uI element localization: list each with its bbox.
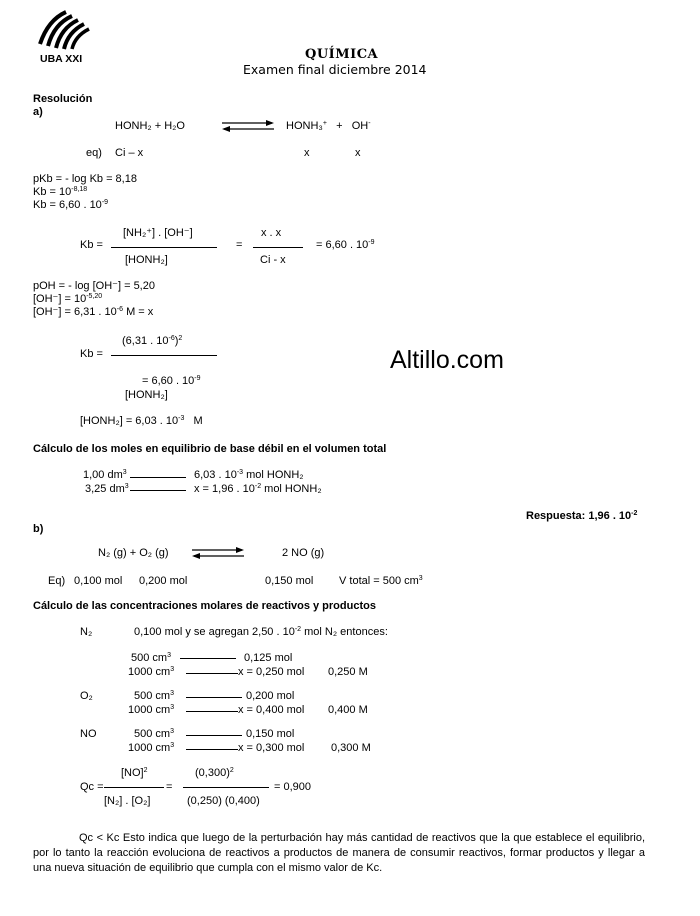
pkb-line2: $Kb = 10^{-8,18}$ (33, 186, 88, 198)
eq-label-a: eq) (86, 147, 102, 159)
watermark: Altillo.com (390, 346, 504, 374)
qc-fraction-bar (104, 787, 164, 788)
uba-logo-icon (38, 10, 90, 50)
n2-r2-conc: 0,250 M (328, 666, 368, 678)
n2-r1-right: 0,125 mol (244, 652, 293, 664)
kb-denominator: [HONH₂] (125, 254, 168, 266)
kb-result: = 6,60 . $10^{-9}$ (316, 239, 375, 251)
kb2-numerator: (6,31 . $10^{-6})^2$ (122, 335, 183, 347)
eq-label-b: Eq) (48, 575, 66, 587)
n2-r1-line (180, 658, 236, 659)
kb-fraction-bar-2 (253, 247, 303, 248)
kb2-label: Kb = (80, 348, 103, 360)
qc-denominator-2: (0,250) (0,400) (187, 795, 260, 807)
eq-left-a: Ci – x (115, 147, 144, 159)
moles-heading: Cálculo de los moles en equilibrio de base débil en el volumen total (33, 443, 387, 455)
qc-label: Qc = (80, 781, 104, 793)
no-r1-right: 0,150 mol (246, 728, 295, 740)
eq-n2-b: 0,100 mol (74, 575, 123, 587)
o2-r1-left: 500 $cm^3$ (134, 690, 174, 702)
qc-equals: = (166, 781, 173, 793)
page-title: QUÍMICA (305, 47, 379, 62)
eq-x1-a: x (304, 147, 310, 159)
logo-text: UBA XXI (40, 53, 83, 65)
kb-numerator: [NH₂⁺] . [OH⁻] (123, 227, 193, 239)
moles-row2-line (130, 490, 186, 491)
moles-row2-right: x = 1,96 . $10^{-2}$ mol HONH₂ (194, 483, 322, 495)
eq-x2-a: x (355, 147, 361, 159)
no-r2-conc: 0,300 M (331, 742, 371, 754)
honh2-result: [HONH₂] = 6,03 . $10^{-3}$ M (80, 415, 203, 427)
o2-r2-right: x = 0,400 mol (238, 704, 305, 716)
part-b-label: b) (33, 523, 44, 535)
reaction-a-left: HONH₂ + H₂O (115, 120, 185, 132)
kb-numerator-2: x . x (261, 227, 282, 239)
o2-label: O₂ (80, 690, 93, 702)
kb-denominator-2: Ci - x (260, 254, 286, 266)
poh-line1: pOH = - log [OH⁻] = 5,20 (33, 280, 155, 292)
part-a-label: a) (33, 106, 43, 118)
kb2-denominator: [HONH₂] (125, 389, 168, 401)
poh-line3: [OH⁻] = 6,31 . $10^{-6}$ M = x (33, 306, 154, 318)
o2-r2-line (186, 711, 238, 712)
no-r2-line (186, 749, 238, 750)
n2-label: N₂ (80, 626, 93, 638)
qc-denominator: [N₂] . [O₂] (104, 795, 151, 807)
eq-vol-b: V total = 500 $cm^3$ (339, 575, 423, 587)
n2-r2-right: x = 0,250 mol (238, 666, 305, 678)
n2-r1-left: 500 $cm^3$ (131, 652, 171, 664)
reaction-a-right-oh: OH (351, 120, 369, 132)
no-label: NO (80, 728, 97, 740)
moles-row1-left: 1,00 $dm^3$ (83, 469, 127, 481)
answer-a: Respuesta: 1,96 . $10^{-2}$ (526, 510, 638, 522)
equilibrium-arrows-b-icon (190, 546, 246, 560)
reaction-a-right: HONH₃+ + OH- (286, 120, 371, 132)
reaction-b-right: 2 NO (g) (282, 547, 325, 559)
conc-heading: Cálculo de las concentraciones molares de reactivos y productos (33, 600, 376, 612)
o2-r1-right: 0,200 mol (246, 690, 295, 702)
n2-text: 0,100 mol y se agregan 2,50 . $10^{-2}$ mol N₂ entonces: (134, 626, 388, 638)
qc-fraction-bar-2 (183, 787, 269, 788)
poh-line2: $[OH^-] = 10^{-5,20}$ (33, 293, 103, 305)
n2-r2-left: 1000 $cm^3$ (128, 666, 175, 678)
no-r2-right: x = 0,300 mol (238, 742, 305, 754)
qc-numerator: [NO]$^2$ (121, 767, 148, 779)
kb-equals: = (236, 239, 243, 251)
o2-r2-conc: 0,400 M (328, 704, 368, 716)
no-r1-line (186, 735, 242, 736)
kb2-fraction-bar (111, 355, 217, 356)
reaction-b-left: N₂ (g) + O₂ (g) (98, 547, 169, 559)
no-r2-left: 1000 $cm^3$ (128, 742, 175, 754)
reaction-a-right-plus: + (336, 120, 343, 132)
kb-label: Kb = (80, 239, 103, 251)
pkb-line3: Kb = 6,60 . $10^{-9}$ (33, 199, 109, 211)
qc-result: = 0,900 (274, 781, 312, 793)
kb-fraction-bar (111, 247, 217, 248)
page-subtitle: Examen final diciembre 2014 (243, 62, 427, 77)
no-r1-left: 500 $cm^3$ (134, 728, 174, 740)
conclusion-paragraph: Qc < Kc Esto indica que luego de la perturbación hay más cantidad de reactivos que la que establece el equilibrio, por lo tanto la reacción evoluciona de reactivos a productos de manera de consumir reactivos, formar productos y llegar a una nueva situación de equilibrio que cumpla con el mismo valor de Kc. (33, 832, 645, 874)
o2-r2-left: 1000 $cm^3$ (128, 704, 175, 716)
o2-r1-line (186, 697, 242, 698)
resolution-heading: Resolución (33, 93, 93, 105)
moles-row1-right: 6,03 . $10^{-3}$ mol HONH₂ (194, 469, 304, 481)
qc-numerator-2: $(0,300)^2$ (195, 767, 234, 779)
pkb-line1: pKb = - log Kb = 8,18 (33, 173, 137, 185)
moles-row1-line (130, 477, 186, 478)
n2-r2-line (186, 673, 238, 674)
eq-no-b: 0,150 mol (265, 575, 314, 587)
equilibrium-arrows-icon (220, 119, 276, 133)
uba-logo (38, 10, 90, 53)
moles-row2-left: 3,25 $dm^3$ (85, 483, 129, 495)
kb2-value: = 6,60 . $10^{-9}$ (142, 375, 201, 387)
eq-o2-b: 0,200 mol (139, 575, 188, 587)
reaction-a-right-base: HONH₃ (286, 120, 323, 132)
